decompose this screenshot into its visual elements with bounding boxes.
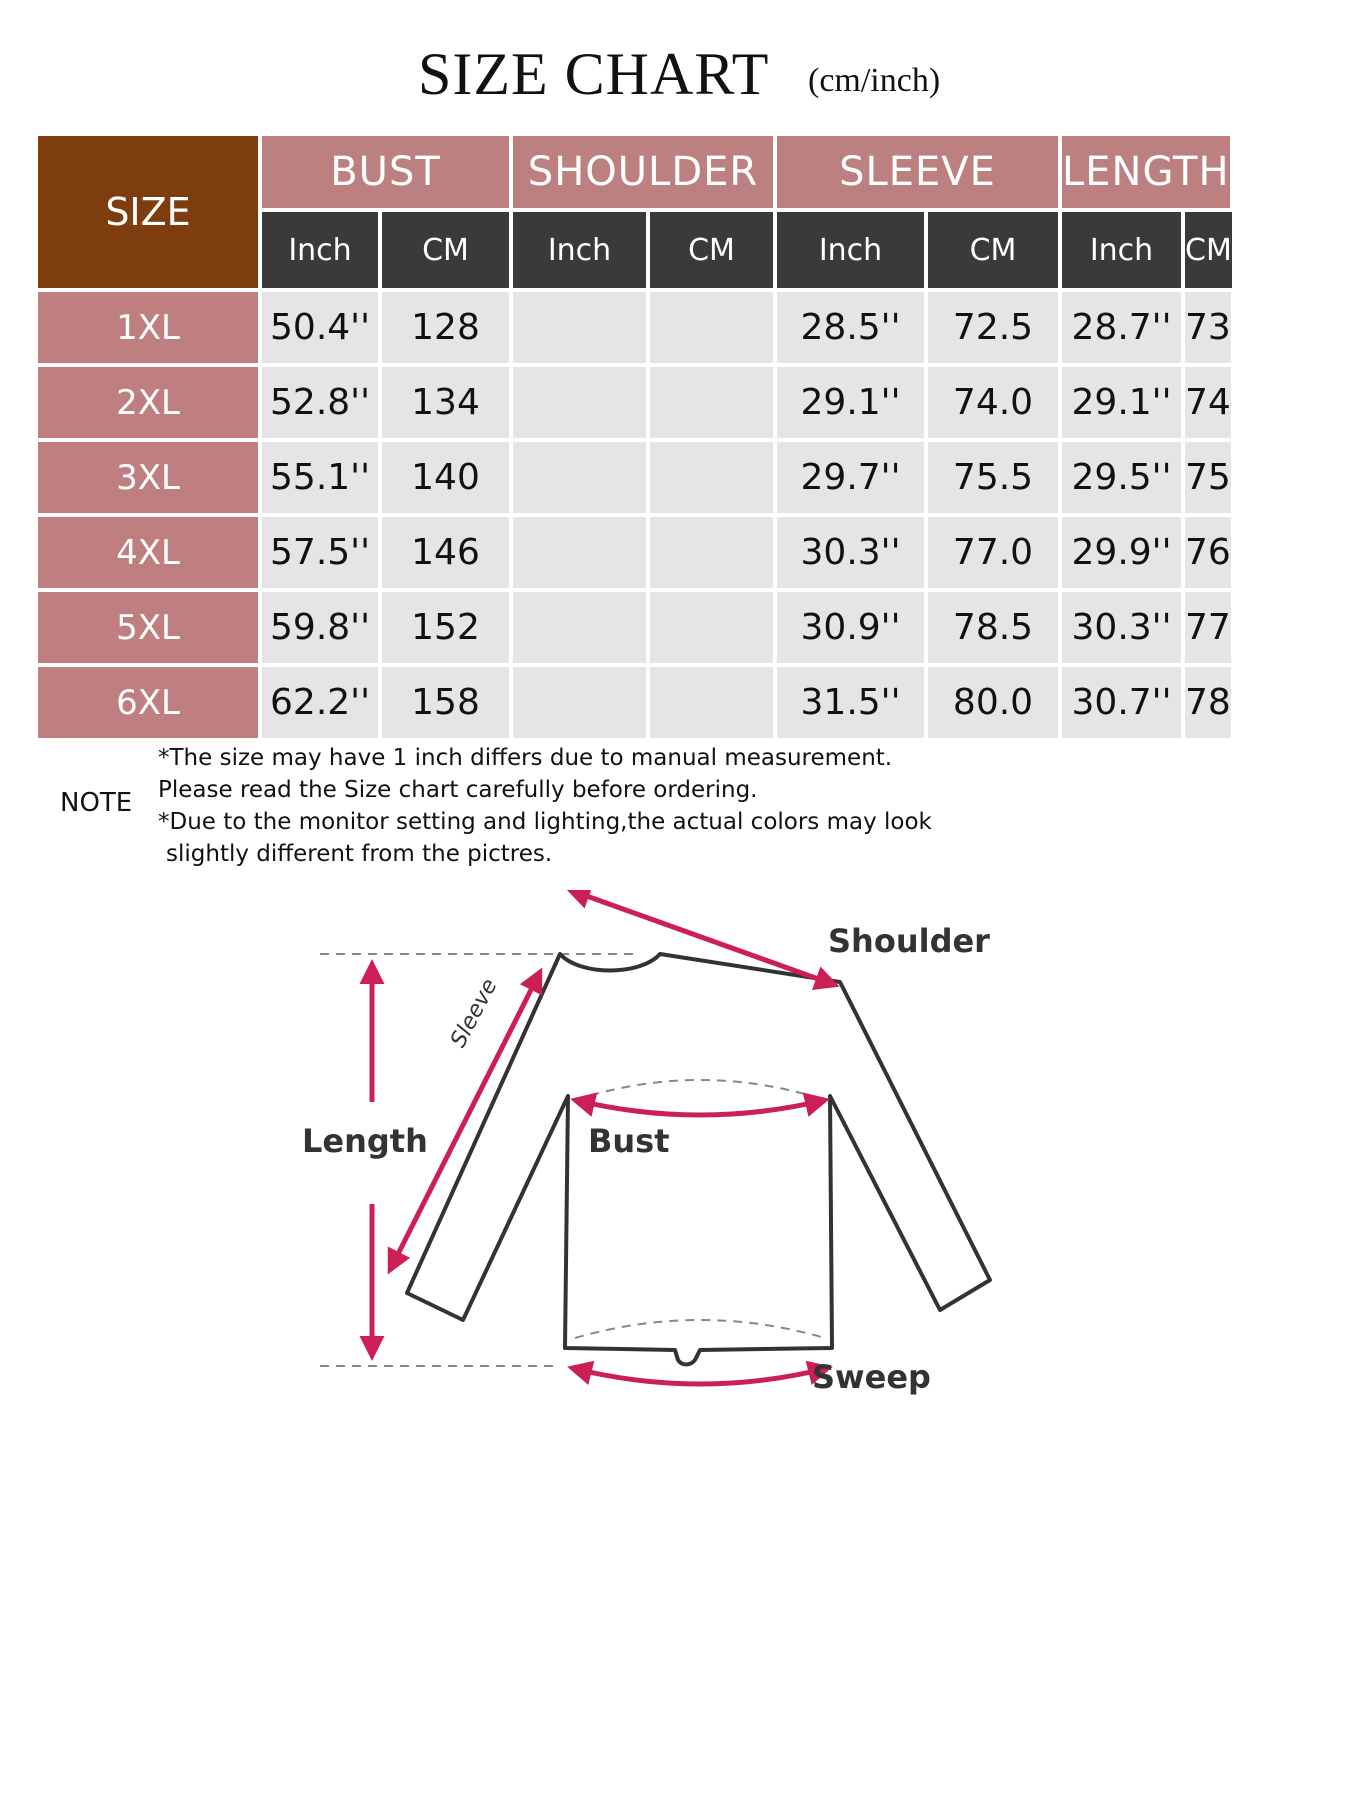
table-cell: 29.1'' xyxy=(777,367,924,438)
sweep-label: Sweep xyxy=(812,1358,931,1396)
bust-arrow xyxy=(575,1100,825,1115)
table-cell: 75 xyxy=(1185,442,1231,513)
shirt-outline xyxy=(407,954,990,1365)
table-cell: 62.2'' xyxy=(262,667,378,738)
unit-subheader: Inch xyxy=(513,212,646,288)
table-cell xyxy=(513,292,646,363)
table-cell: 52.8'' xyxy=(262,367,378,438)
size-label-cell: 2XL xyxy=(38,367,258,438)
sweep-dashed-arc xyxy=(575,1320,825,1338)
table-cell: 29.7'' xyxy=(777,442,924,513)
table-cell: 74 xyxy=(1185,367,1231,438)
table-cell: 73 xyxy=(1185,292,1231,363)
table-cell: 140 xyxy=(382,442,509,513)
table-cell: 30.9'' xyxy=(777,592,924,663)
size-label-cell: 4XL xyxy=(38,517,258,588)
table-cell xyxy=(513,367,646,438)
table-cell: 72.5 xyxy=(928,292,1058,363)
table-cell: 30.3'' xyxy=(1062,592,1181,663)
table-cell xyxy=(513,667,646,738)
sweep-arrow xyxy=(572,1368,828,1384)
table-cell: 152 xyxy=(382,592,509,663)
table-cell: 30.3'' xyxy=(777,517,924,588)
table-cell: 75.5 xyxy=(928,442,1058,513)
table-cell: 78.5 xyxy=(928,592,1058,663)
table-cell: 30.7'' xyxy=(1062,667,1181,738)
shoulder-label: Shoulder xyxy=(828,922,990,960)
shirt-illustration xyxy=(290,890,1050,1430)
note-line: Please read the Size chart carefully before ordering. xyxy=(158,777,758,803)
table-cell: 146 xyxy=(382,517,509,588)
note-line: *The size may have 1 inch differs due to manual measurement. xyxy=(158,745,893,771)
table-cell: 128 xyxy=(382,292,509,363)
table-cell xyxy=(650,292,773,363)
length-label: Length xyxy=(302,1122,428,1160)
unit-subheader: CM xyxy=(1185,212,1232,288)
unit-subheader: Inch xyxy=(777,212,924,288)
table-cell: 29.9'' xyxy=(1062,517,1181,588)
note-text xyxy=(158,742,1058,870)
table-cell: 80.0 xyxy=(928,667,1058,738)
size-label-cell: 1XL xyxy=(38,292,258,363)
table-cell: 78 xyxy=(1185,667,1231,738)
table-cell: 31.5'' xyxy=(777,667,924,738)
table-cell xyxy=(513,592,646,663)
table-cell: 29.1'' xyxy=(1062,367,1181,438)
table-cell: 28.5'' xyxy=(777,292,924,363)
table-cell: 59.8'' xyxy=(262,592,378,663)
table-cell xyxy=(650,367,773,438)
size-column-header: SIZE xyxy=(38,136,258,288)
note-line: *Due to the monitor setting and lighting,the actual colors may look xyxy=(158,809,932,835)
table-cell xyxy=(513,442,646,513)
unit-label: (cm/inch) xyxy=(808,62,941,99)
table-cell: 29.5'' xyxy=(1062,442,1181,513)
sleeve-label: Sleeve xyxy=(446,974,503,1052)
table-cell xyxy=(513,517,646,588)
group-header-length: LENGTH xyxy=(1062,136,1230,208)
unit-subheader: CM xyxy=(928,212,1058,288)
table-cell: 76 xyxy=(1185,517,1231,588)
table-cell xyxy=(650,667,773,738)
table-cell: 50.4'' xyxy=(262,292,378,363)
table-cell: 55.1'' xyxy=(262,442,378,513)
table-cell: 158 xyxy=(382,667,509,738)
bust-label: Bust xyxy=(588,1122,670,1160)
title-row xyxy=(0,40,1350,130)
page-title: SIZE CHART xyxy=(418,41,770,107)
group-header-bust: BUST xyxy=(262,136,509,208)
table-cell: 134 xyxy=(382,367,509,438)
table-cell: 28.7'' xyxy=(1062,292,1181,363)
table-cell xyxy=(650,592,773,663)
group-header-shoulder: SHOULDER xyxy=(513,136,773,208)
size-label-cell: 3XL xyxy=(38,442,258,513)
table-cell: 77 xyxy=(1185,592,1231,663)
measurement-diagram xyxy=(290,890,1050,1430)
table-cell: 74.0 xyxy=(928,367,1058,438)
size-label-cell: 5XL xyxy=(38,592,258,663)
note-label: NOTE xyxy=(60,788,133,818)
group-header-sleeve: SLEEVE xyxy=(777,136,1058,208)
table-cell: 57.5'' xyxy=(262,517,378,588)
table-cell xyxy=(650,517,773,588)
unit-subheader: CM xyxy=(382,212,509,288)
table-cell: 77.0 xyxy=(928,517,1058,588)
note-line: slightly different from the pictres. xyxy=(166,841,553,867)
size-label-cell: 6XL xyxy=(38,667,258,738)
unit-subheader: Inch xyxy=(1062,212,1181,288)
table-cell xyxy=(650,442,773,513)
bust-dashed-arc xyxy=(575,1080,825,1100)
unit-subheader: Inch xyxy=(262,212,378,288)
unit-subheader: CM xyxy=(650,212,773,288)
